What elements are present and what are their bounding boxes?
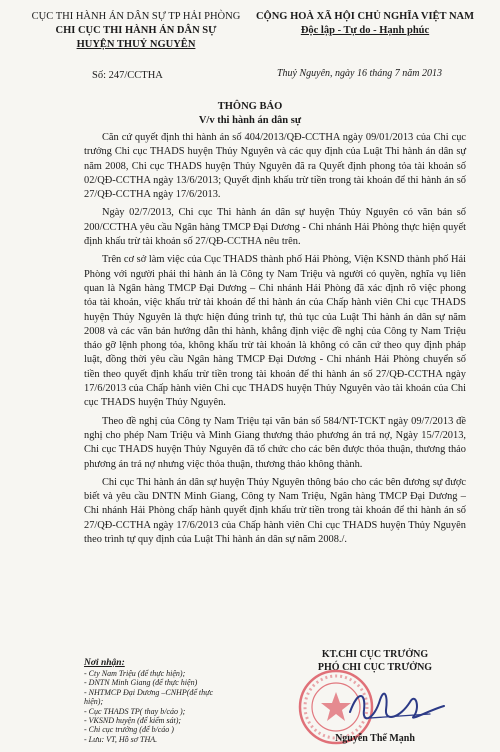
- recipients-block: [84, 657, 234, 744]
- recipient-item: - NHTMCP Đại Dương –CNHP(để thực hiện);: [84, 687, 214, 707]
- national-motto: Độc lập - Tự do - Hạnh phúc: [300, 25, 430, 36]
- recipient-item: - Cty Nam Triệu (để thực hiện);: [84, 669, 186, 678]
- title-line-1: THÔNG BÁO: [217, 101, 283, 112]
- body-paragraph-5: Chi cục Thi hành án dân sự huyện Thủy Nguyên thông báo cho các bên đương sự được biết và yêu cầu DNTN Minh Giang, Công ty Nam Triệu, Ngân hàng TMCP Đại Dương – Chi nhánh Hải Phòng chấp hành quyết định khấu trừ tiền trong tài khoản để thi hành án số 27/QĐ-CCTHA ngày 17/6/2013 của Chấp hành viên Chi cục THADS huyện Thủy Nguyên theo trình tự quy định của Luật Thi hành án dân sự năm 2008./.: [84, 476, 466, 546]
- signer-name: Nguyễn Thế Mạnh: [335, 733, 415, 744]
- national-header: [250, 10, 480, 38]
- recipient-item: - Chi cục trưởng (để b/cáo ): [84, 725, 174, 735]
- document-body: [84, 131, 466, 551]
- place-date: Thuỷ Nguyên, ngày 16 tháng 7 năm 2013: [277, 68, 442, 79]
- title-line-2: V/v thi hành án dân sự: [198, 115, 302, 126]
- agency-header: [30, 10, 242, 52]
- body-paragraph-3: Trên cơ sở làm việc của Cục THADS thành phố Hải Phòng, Viện KSND thành phố Hải Phòng với người phải thi hành án là Công ty Nam Triệu và người có quyền, nghĩa vụ liên quan là Ngân hàng TMCP Đại Dương – Chi nhánh Hải Phòng đã xác định rõ việc phong tỏa tài khoản, việc khấu trừ tài khoản để thi hành án của Chấp hành viên Chi cục THADS huyện Thủy Nguyên là thực hiện đúng trình tự, thủ tục của Luật Thi hành án dân sự năm 2008 và các văn bản hướng dẫn thi hành, khẳng định việc đề nghị của Công ty Nam Triệu tháo gỡ lệnh phong tỏa, không khấu trừ tài khoản là không có căn cứ theo quy định pháp luật, đồng thời yêu cầu Ngân hàng TMCP Đại Dương - Chi nhánh Hải Phòng chuyển số tiền theo quyết định khấu trừ tiền trong tài khoản để thi hành án số 27/QĐ-CCTHA ngày 17/6/2013 của Chấp hành viên Chi cục THADS huyện Thủy Nguyên vào tài khoản của Chi cục THADS huyện Thủy Nguyên.: [84, 254, 466, 409]
- agency-line-2: CHI CỤC THI HÀNH ÁN DÂN SỰ: [55, 25, 217, 36]
- recipient-item: - VKSND huyện (để kiểm sát);: [84, 716, 182, 726]
- agency-line-1: CỤC THI HÀNH ÁN DÂN SỰ TP HẢI PHÒNG: [31, 11, 241, 22]
- recipient-item: - Cục THADS TP( thay b/cáo );: [84, 706, 186, 716]
- handwritten-signature-icon: [340, 680, 450, 730]
- body-paragraph-4: Theo đề nghị của Công ty Nam Triệu tại văn bản số 584/NT-TCKT ngày 09/7/2013 đề nghị cho phép Nam Triệu và Minh Giang thương thảo phương án trả nợ, Ngày 15/7/2013, Chi cục THADS huyện Thủy Nguyên đã tổ chức cho các bên được thỏa thuận, thương thảo phương án trả nợ nhưng việc thỏa thuận, thương thảo không thành.: [84, 415, 466, 470]
- agency-line-3: HUYỆN THUỶ NGUYÊN: [76, 39, 196, 50]
- document-title: [0, 100, 500, 128]
- signature-line-1: KT.CHI CỤC TRƯỞNG: [321, 649, 429, 660]
- recipients-title: Nơi nhận:: [84, 658, 125, 668]
- body-paragraph-2: Ngày 02/7/2013, Chi cục Thi hành án dân sự huyện Thủy Nguyên có văn bản số 200/CCTHA yêu cầu Ngân hàng TMCP Đại Dương - Chi nhánh Hải Phòng thực hiện quyết định khấu trừ tài khoản số 27/QĐ-CCTHA nêu trên.: [84, 207, 466, 248]
- body-paragraph-1: Căn cứ quyết định thi hành án số 404/2013/QĐ-CCTHA ngày 09/01/2013 của Chi cục trưởng Chi cục THADS huyện Thủy Nguyên và các quy định của Luật Thi hành án dân sự năm 2008, Chi cục THADS huyện Thủy Nguyên đã ra Quyết định phong tỏa tài khoản số 02/QĐ-CCTHA ngày 13/6/2013; Quyết định khấu trừ tiền trong tài khoản để thi hành án số 27/QĐ-CCTHA ngày 17/6/2013.: [84, 132, 466, 201]
- document-number: Số: 247/CCTHA: [92, 70, 163, 81]
- recipient-item: - Lưu: VT, Hồ sơ THA.: [84, 734, 158, 744]
- signature-line-2: PHÓ CHI CỤC TRƯỞNG: [317, 662, 433, 673]
- national-title: CỘNG HOÀ XÃ HỘI CHỦ NGHĨA VIỆT NAM: [255, 11, 475, 22]
- recipient-item: - DNTN Minh Giang (để thực hiện): [84, 678, 198, 688]
